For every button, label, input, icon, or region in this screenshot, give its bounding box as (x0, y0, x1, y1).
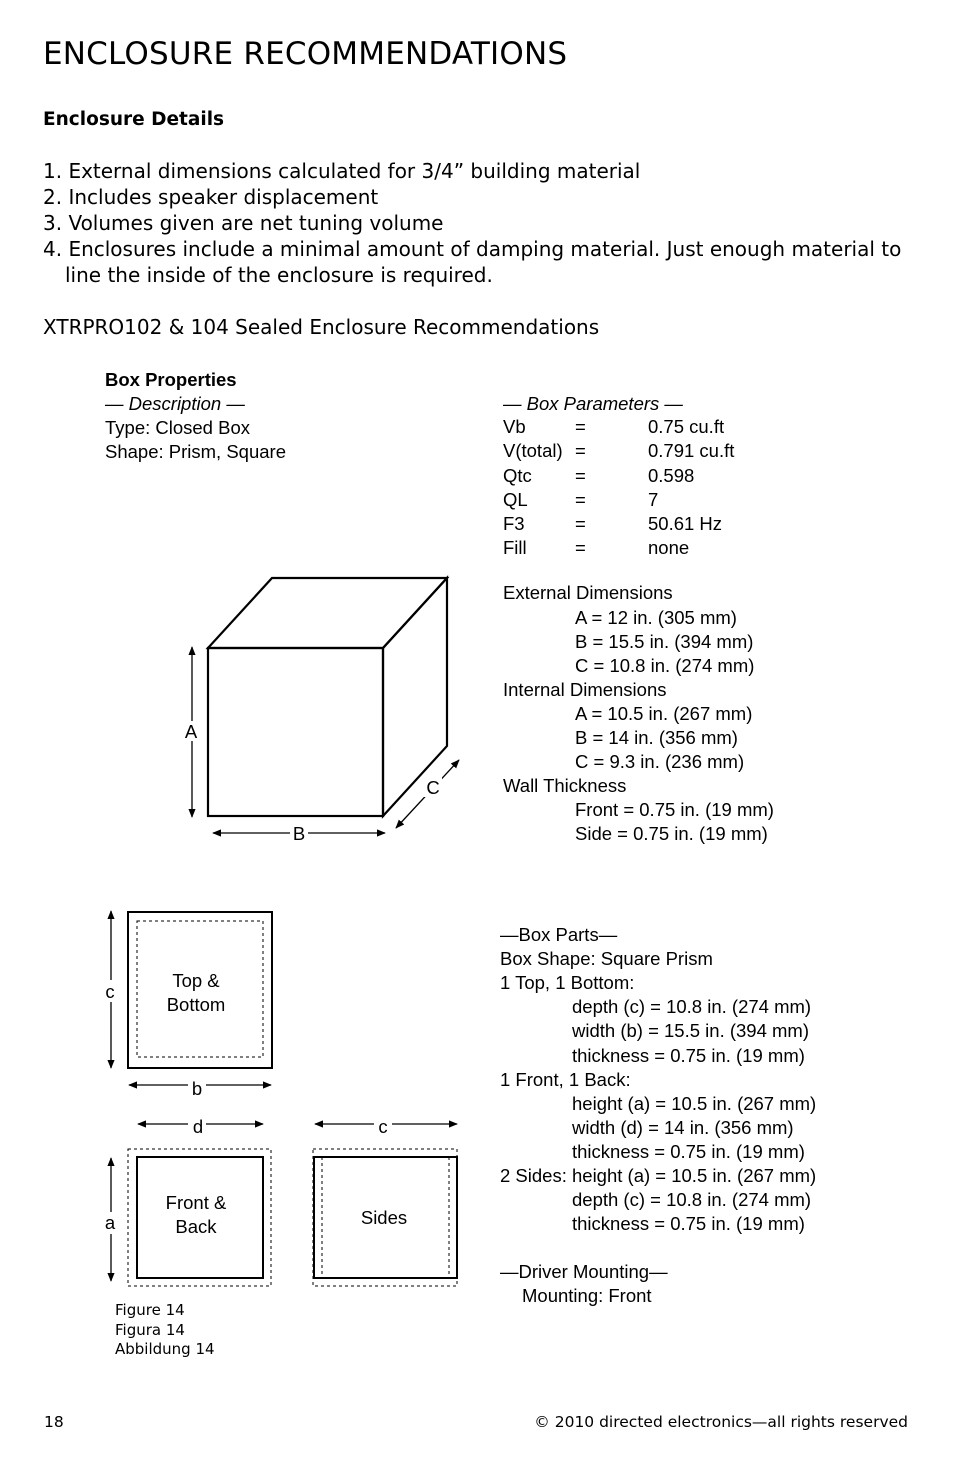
caption-line: Figure 14 (115, 1301, 185, 1319)
param-name: Qtc (503, 465, 532, 486)
param-eq: = (575, 416, 586, 437)
top-bottom-spec: depth (c) = 10.8 in. (274 mm) (572, 996, 812, 1017)
front-back-heading: 1 Front, 1 Back: (500, 1069, 631, 1090)
cube-top-face (208, 578, 447, 648)
note-3: 3. Volumes given are net tuning volume (43, 211, 444, 235)
note-4-continued: line the inside of the enclosure is required. (65, 263, 493, 287)
note-2: 2. Includes speaker displacement (43, 185, 379, 209)
cube-label-b: B (292, 823, 306, 844)
details-heading: Enclosure Details (43, 109, 225, 130)
param-name: Fill (503, 537, 527, 558)
box-parts-heading: —Box Parts— (500, 924, 618, 945)
param-value: 0.791 cu.ft (648, 440, 735, 461)
external-dimension: B = 15.5 in. (394 mm) (575, 631, 754, 652)
description-heading: — Description — (105, 393, 245, 414)
param-value: 7 (648, 489, 659, 510)
box-parameters-heading: — Box Parameters — (503, 393, 683, 414)
box-properties-heading: Box Properties (105, 369, 237, 390)
driver-mounting-heading: —Driver Mounting— (500, 1261, 668, 1282)
subtitle: XTRPRO102 & 104 Sealed Enclosure Recommendations (43, 315, 600, 339)
cube-front-face (208, 648, 383, 816)
panel-label-d: d (192, 1116, 204, 1137)
sides-heading: 2 Sides: height (a) = 10.5 in. (267 mm) (500, 1165, 817, 1186)
external-dimensions-heading: External Dimensions (503, 582, 673, 603)
param-eq: = (575, 489, 586, 510)
top-bottom-label: Top & (172, 970, 220, 991)
param-name: Vb (503, 416, 526, 437)
wall-thickness-heading: Wall Thickness (503, 775, 627, 796)
external-dimension: A = 12 in. (305 mm) (575, 607, 737, 628)
internal-dimension: C = 9.3 in. (236 mm) (575, 751, 745, 772)
front-back-spec: height (a) = 10.5 in. (267 mm) (572, 1093, 817, 1114)
front-back-label: Back (175, 1216, 217, 1237)
param-name: V(total) (503, 440, 563, 461)
internal-dimension: A = 10.5 in. (267 mm) (575, 703, 753, 724)
param-eq: = (575, 537, 586, 558)
caption-line: Figura 14 (115, 1320, 185, 1339)
internal-dimension: B = 14 in. (356 mm) (575, 727, 738, 748)
top-bottom-heading: 1 Top, 1 Bottom: (500, 972, 635, 993)
sides-label: Sides (360, 1207, 408, 1228)
param-eq: = (575, 465, 586, 486)
param-name: QL (503, 489, 528, 510)
driver-mounting-value: Mounting: Front (522, 1285, 652, 1306)
front-back-spec: width (d) = 14 in. (356 mm) (572, 1117, 794, 1138)
top-bottom-label: Bottom (166, 994, 226, 1015)
top-bottom-spec: thickness = 0.75 in. (19 mm) (572, 1045, 805, 1066)
note-4: 4. Enclosures include a minimal amount of damping material. Just enough material to (43, 237, 902, 261)
front-back-spec: thickness = 0.75 in. (19 mm) (572, 1141, 805, 1162)
caption-line: Abbildung 14 (115, 1340, 215, 1358)
panel-label-b: b (191, 1078, 203, 1099)
wall-thickness: Front = 0.75 in. (19 mm) (575, 799, 774, 820)
panel-label-a: a (104, 1212, 116, 1233)
cube-label-a: A (184, 721, 198, 742)
page-number: 18 (44, 1413, 64, 1431)
copyright: © 2010 directed electronics—all rights reserved (534, 1413, 908, 1431)
param-name: F3 (503, 513, 525, 534)
param-value: 50.61 Hz (648, 513, 723, 534)
external-dimension: C = 10.8 in. (274 mm) (575, 655, 755, 676)
sides-spec: depth (c) = 10.8 in. (274 mm) (572, 1189, 812, 1210)
note-1: 1. External dimensions calculated for 3/4” building material (43, 159, 641, 183)
page-title: ENCLOSURE RECOMMENDATIONS (43, 36, 568, 72)
enclosure-cube (208, 578, 447, 816)
param-eq: = (575, 513, 586, 534)
box-type: Type: Closed Box (105, 417, 250, 438)
top-bottom-spec: width (b) = 15.5 in. (394 mm) (572, 1020, 809, 1041)
sides-spec: thickness = 0.75 in. (19 mm) (572, 1213, 805, 1234)
cube-label-c: C (426, 777, 440, 798)
param-eq: = (575, 440, 586, 461)
front-back-label: Front & (165, 1192, 227, 1213)
param-value: none (648, 537, 690, 558)
param-value: 0.75 cu.ft (648, 416, 725, 437)
panel-label-c: c (105, 981, 115, 1002)
panel-label-c-side: c (378, 1116, 388, 1137)
box-parts-shape: Box Shape: Square Prism (500, 948, 713, 969)
box-shape: Shape: Prism, Square (105, 441, 286, 462)
internal-dimensions-heading: Internal Dimensions (503, 679, 667, 700)
wall-thickness: Side = 0.75 in. (19 mm) (575, 823, 768, 844)
param-value: 0.598 (648, 465, 695, 486)
